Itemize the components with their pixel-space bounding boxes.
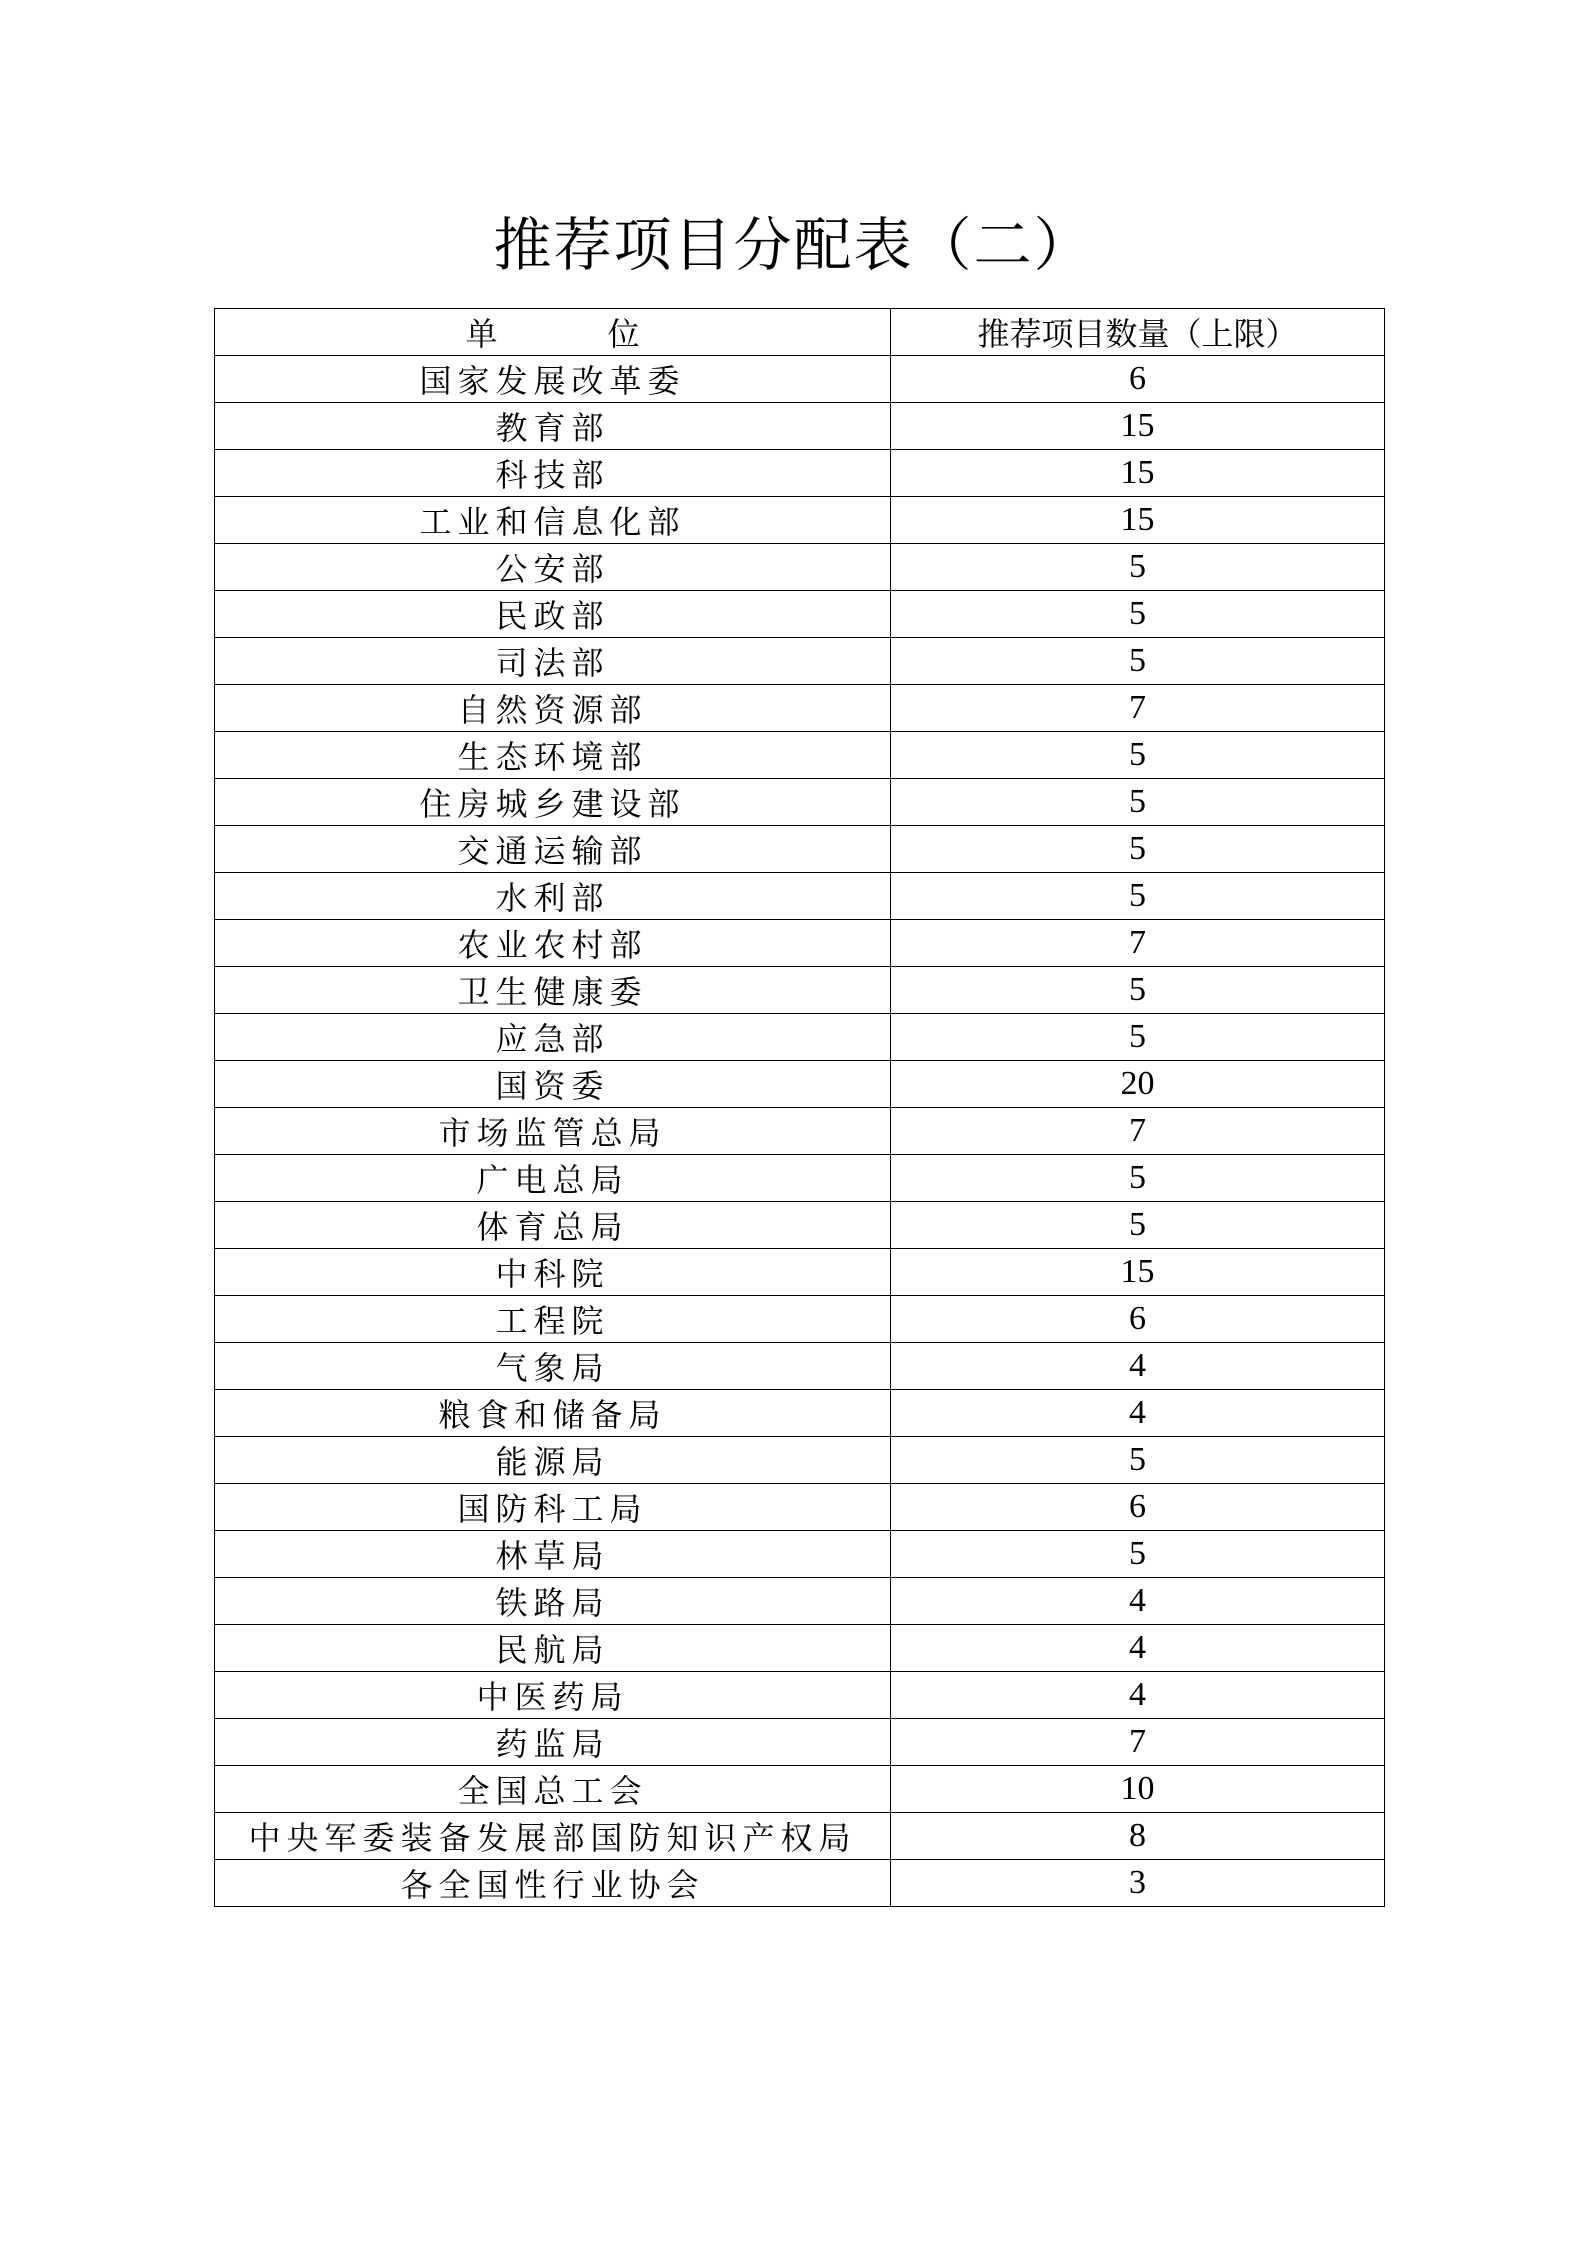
unit-cell: 药监局: [215, 1719, 891, 1766]
unit-cell: 教育部: [215, 403, 891, 450]
count-cell: 4: [891, 1672, 1385, 1719]
table-row: [215, 1296, 1385, 1343]
table-row: [215, 920, 1385, 967]
unit-cell: 农业农村部: [215, 920, 891, 967]
count-cell: 5: [891, 732, 1385, 779]
count-cell: 10: [891, 1766, 1385, 1813]
table-row: [215, 1343, 1385, 1390]
unit-cell: 全国总工会: [215, 1766, 891, 1813]
table-row: [215, 1531, 1385, 1578]
count-cell: 15: [891, 497, 1385, 544]
unit-cell: 民航局: [215, 1625, 891, 1672]
count-cell: 5: [891, 1014, 1385, 1061]
unit-cell: 铁路局: [215, 1578, 891, 1625]
unit-cell: 气象局: [215, 1343, 891, 1390]
table-row: [215, 591, 1385, 638]
table-row: [215, 1437, 1385, 1484]
table-row: [215, 1155, 1385, 1202]
unit-cell: 林草局: [215, 1531, 891, 1578]
count-cell: 5: [891, 967, 1385, 1014]
unit-cell: 应急部: [215, 1014, 891, 1061]
count-cell: 5: [891, 779, 1385, 826]
unit-cell: 体育总局: [215, 1202, 891, 1249]
page-title: 推荐项目分配表（二）: [493, 211, 1094, 279]
count-cell: 5: [891, 826, 1385, 873]
count-cell: 5: [891, 1155, 1385, 1202]
unit-cell: 各全国性行业协会: [215, 1860, 891, 1907]
unit-cell: 国家发展改革委: [215, 356, 891, 403]
table-row: [215, 1578, 1385, 1625]
count-cell: 6: [891, 356, 1385, 403]
table-row: [215, 1672, 1385, 1719]
table-row: [215, 1766, 1385, 1813]
count-cell: 5: [891, 1531, 1385, 1578]
unit-column-header: [215, 309, 891, 356]
count-cell: 4: [891, 1343, 1385, 1390]
table-row: [215, 873, 1385, 920]
unit-cell: 卫生健康委: [215, 967, 891, 1014]
table-row: [215, 544, 1385, 591]
unit-cell: 住房城乡建设部: [215, 779, 891, 826]
count-cell: 6: [891, 1296, 1385, 1343]
count-cell: 15: [891, 403, 1385, 450]
table-row: [215, 497, 1385, 544]
count-cell: 7: [891, 1108, 1385, 1155]
unit-cell: 公安部: [215, 544, 891, 591]
unit-cell: 交通运输部: [215, 826, 891, 873]
table-row: [215, 826, 1385, 873]
table-row: [215, 1061, 1385, 1108]
table-row: [215, 356, 1385, 403]
unit-cell: 工程院: [215, 1296, 891, 1343]
unit-cell: 广电总局: [215, 1155, 891, 1202]
table-header-row: [215, 309, 1385, 356]
unit-cell: 民政部: [215, 591, 891, 638]
table-row: [215, 1108, 1385, 1155]
table-row: [215, 685, 1385, 732]
table-row: [215, 1860, 1385, 1907]
unit-cell: 中医药局: [215, 1672, 891, 1719]
count-cell: 6: [891, 1484, 1385, 1531]
unit-cell: 司法部: [215, 638, 891, 685]
table-row: [215, 1484, 1385, 1531]
table-row: [215, 1014, 1385, 1061]
count-cell: 4: [891, 1390, 1385, 1437]
unit-cell: 粮食和储备局: [215, 1390, 891, 1437]
table-row: [215, 1719, 1385, 1766]
unit-header-first-char: 单: [465, 315, 498, 353]
table-row: [215, 1813, 1385, 1860]
unit-cell: 工业和信息化部: [215, 497, 891, 544]
table-row: [215, 732, 1385, 779]
unit-cell: 能源局: [215, 1437, 891, 1484]
unit-cell: 科技部: [215, 450, 891, 497]
table-row: [215, 638, 1385, 685]
unit-cell: 中央军委装备发展部国防知识产权局: [215, 1813, 891, 1860]
table-row: [215, 403, 1385, 450]
table-row: [215, 967, 1385, 1014]
count-cell: 4: [891, 1625, 1385, 1672]
count-cell: 5: [891, 1437, 1385, 1484]
unit-header-second-char: 位: [607, 315, 640, 353]
table-row: [215, 779, 1385, 826]
count-cell: 5: [891, 873, 1385, 920]
allocation-table: [214, 308, 1385, 1907]
table-row: [215, 1390, 1385, 1437]
unit-cell: 中科院: [215, 1249, 891, 1296]
count-cell: 5: [891, 1202, 1385, 1249]
unit-cell: 国防科工局: [215, 1484, 891, 1531]
unit-cell: 水利部: [215, 873, 891, 920]
table-row: [215, 1202, 1385, 1249]
unit-cell: 生态环境部: [215, 732, 891, 779]
count-cell: 7: [891, 685, 1385, 732]
count-cell: 5: [891, 638, 1385, 685]
count-cell: 7: [891, 920, 1385, 967]
count-cell: 15: [891, 450, 1385, 497]
count-cell: 4: [891, 1578, 1385, 1625]
table-row: [215, 450, 1385, 497]
table-body: [215, 356, 1385, 1907]
count-cell: 5: [891, 544, 1385, 591]
count-cell: 7: [891, 1719, 1385, 1766]
unit-cell: 市场监管总局: [215, 1108, 891, 1155]
count-cell: 15: [891, 1249, 1385, 1296]
unit-cell: 自然资源部: [215, 685, 891, 732]
table-row: [215, 1249, 1385, 1296]
count-cell: 3: [891, 1860, 1385, 1907]
table-row: [215, 1625, 1385, 1672]
count-column-header: 推荐项目数量（上限）: [891, 309, 1385, 356]
count-cell: 5: [891, 591, 1385, 638]
count-cell: 8: [891, 1813, 1385, 1860]
count-cell: 20: [891, 1061, 1385, 1108]
unit-cell: 国资委: [215, 1061, 891, 1108]
